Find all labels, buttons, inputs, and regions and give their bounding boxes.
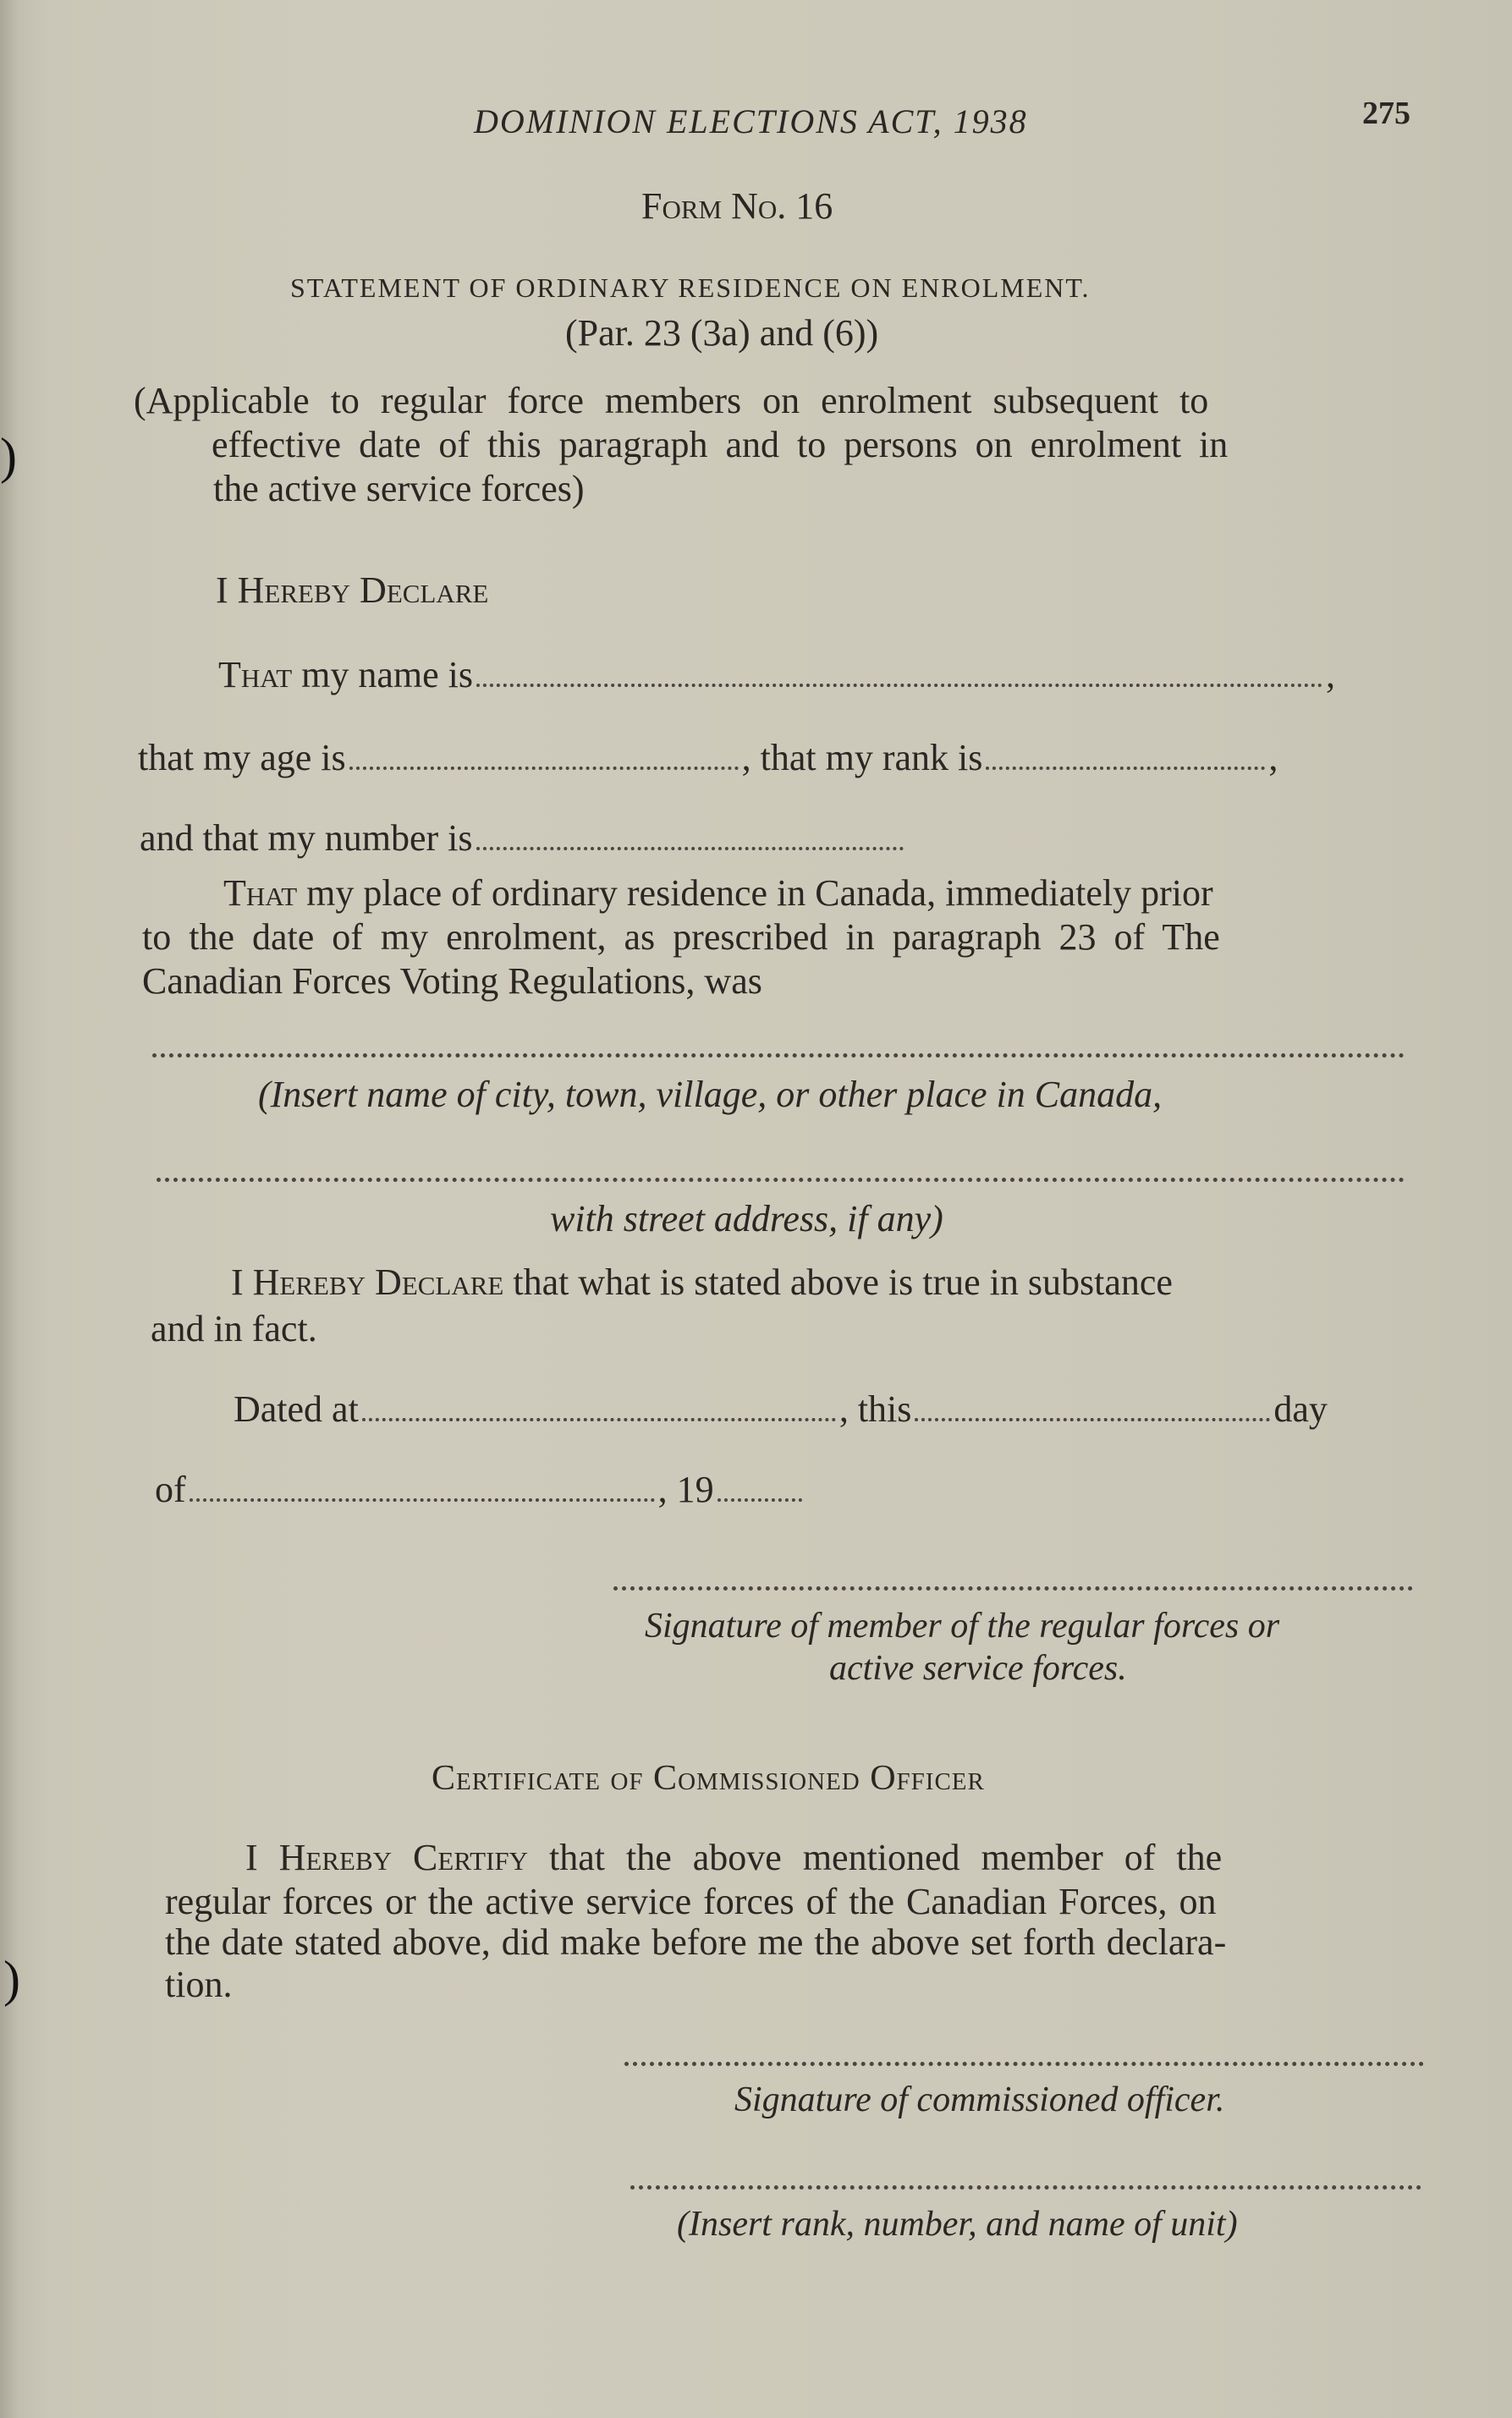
dated-at-label: Dated at [234, 1388, 359, 1430]
day-label: day [1273, 1388, 1328, 1430]
applicability-line-3: the active service forces) [213, 468, 585, 509]
certify-line-2: regular forces or the active service forces of the Canadian Forces, on [165, 1881, 1217, 1922]
this-label: , this [838, 1388, 912, 1430]
age-rank-row: that my age is , that my rank is , [138, 737, 1278, 778]
member-signature-caption-1: Signature of member of the regular forces or [645, 1607, 1280, 1646]
place-dated-blank[interactable] [362, 1418, 836, 1421]
name-label: my name is [301, 654, 474, 695]
age-blank[interactable] [349, 767, 739, 770]
margin-mark: ) [3, 1951, 20, 2007]
that-word: That [218, 654, 293, 695]
rank-label: , that my rank is [741, 737, 983, 778]
paragraph-reference: (Par. 23 (3a) and (6)) [565, 312, 879, 354]
age-label: that my age is [138, 737, 346, 778]
place-blank[interactable] [152, 1053, 1405, 1058]
officer-signature-caption: Signature of commissioned officer. [734, 2080, 1225, 2119]
rank-blank[interactable] [986, 767, 1265, 770]
name-blank[interactable] [476, 684, 1322, 687]
certify-line-3: the date stated above, did make before me the above set forth declara- [165, 1921, 1227, 1963]
that-word: That [223, 872, 298, 914]
residence-line-1 [223, 871, 1213, 915]
officer-signature-blank[interactable] [624, 2062, 1424, 2066]
day-blank[interactable] [915, 1418, 1270, 1421]
street-blank[interactable] [157, 1178, 1405, 1182]
number-label: and that my number is [140, 817, 473, 859]
applicability-line-2: effective date of this paragraph and to persons on enrolment in [212, 424, 1229, 465]
truth-line-1 [231, 1261, 1173, 1304]
residence-line-2: to the date of my enrolment, as prescribed in paragraph 23 of The [142, 916, 1220, 958]
month-year-row [155, 1468, 805, 1511]
page-number: 275 [1362, 96, 1410, 131]
form-number: Form No. 16 [641, 185, 833, 227]
truth-line-2: and in fact. [151, 1308, 317, 1349]
of-label: of [155, 1469, 186, 1510]
number-blank[interactable] [476, 847, 904, 850]
residence-text: my place of ordinary residence in Canada, immediately prior [306, 872, 1213, 914]
truth-heading: I Hereby Declare [231, 1261, 504, 1303]
certify-line-1 [245, 1836, 1222, 1879]
certificate-heading: Certificate of Commissioned Officer [432, 1759, 985, 1798]
running-title: DOMINION ELECTIONS ACT, 1938 [474, 102, 1028, 140]
form-title: STATEMENT OF ORDINARY RESIDENCE ON ENROLMENT. [290, 272, 1091, 303]
number-row [140, 816, 907, 860]
member-signature-blank[interactable] [613, 1586, 1413, 1591]
certify-heading: I Hereby Certify [245, 1837, 529, 1878]
certify-line-4: tion. [165, 1964, 233, 2005]
year-blank[interactable] [718, 1498, 802, 1502]
certify-text: that the above mentioned member of the [549, 1837, 1223, 1878]
unit-blank[interactable] [630, 2185, 1421, 2190]
residence-line-3: Canadian Forces Voting Regulations, was [142, 960, 762, 1002]
member-signature-caption-2: active service forces. [829, 1649, 1127, 1688]
applicability-line-1: (Applicable to regular force members on enrolment subsequent to [134, 380, 1209, 421]
street-hint: with street address, if any) [550, 1198, 943, 1239]
margin-mark: ) [0, 428, 17, 484]
month-blank[interactable] [190, 1498, 655, 1502]
truth-text: that what is stated above is true in substance [513, 1261, 1173, 1303]
unit-hint: (Insert rank, number, and name of unit) [677, 2205, 1238, 2244]
declaration-heading: I Hereby Declare [216, 569, 489, 611]
dated-row [234, 1388, 1328, 1431]
name-row: That my name is , [218, 654, 1336, 695]
year-label: , 19 [657, 1469, 714, 1510]
place-hint: (Insert name of city, town, village, or other place in Canada, [258, 1074, 1163, 1115]
